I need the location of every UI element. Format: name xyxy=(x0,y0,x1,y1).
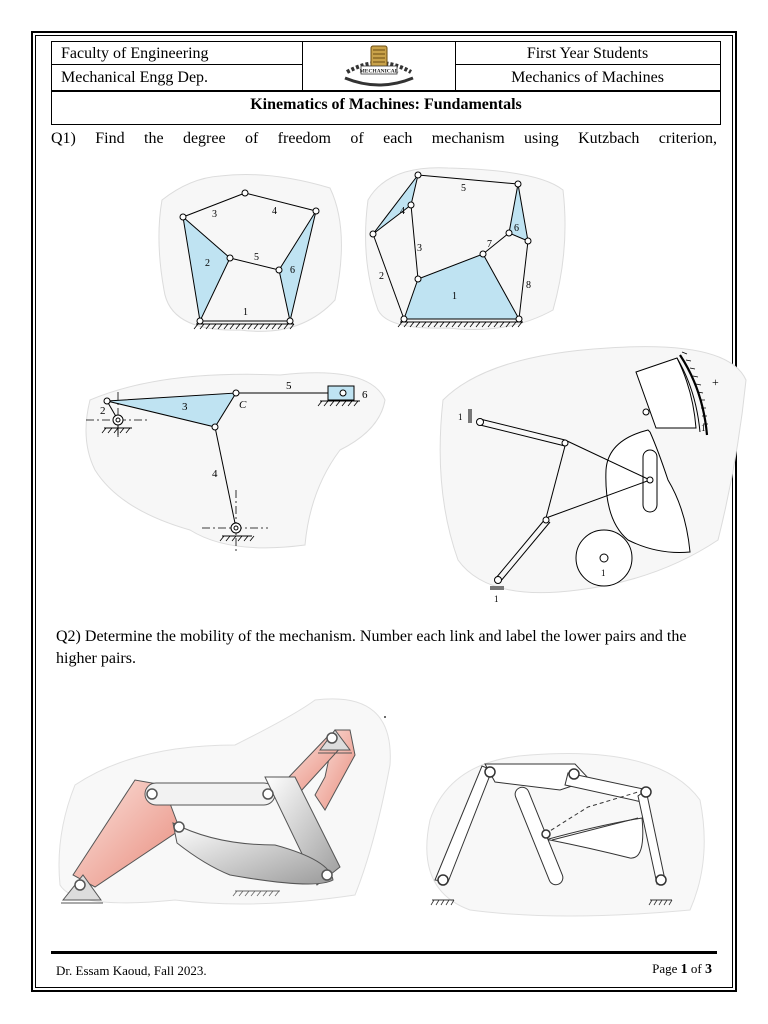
fig-c-label-5: 5 xyxy=(286,380,292,392)
fig-b-label-4: 4 xyxy=(400,206,405,217)
header-divider-title xyxy=(52,90,720,92)
figure-a-six-bar xyxy=(150,170,355,340)
fig-b-label-5: 5 xyxy=(461,183,466,194)
figure-f-slotted-linkage xyxy=(410,740,715,925)
page-current: 1 xyxy=(680,962,688,977)
fig-d-label-1a: 1 xyxy=(458,412,463,422)
page-of: of xyxy=(690,961,702,976)
page-title: Kinematics of Machines: Fundamentals xyxy=(250,96,522,113)
fig-d-label-plus: + xyxy=(712,375,719,389)
fig-b-label-8: 8 xyxy=(526,280,531,291)
faculty-logo xyxy=(337,44,421,88)
figure-c-slider-mechanism xyxy=(80,360,390,555)
fig-b-label-2: 2 xyxy=(379,271,384,282)
fig-b-label-7: 7 xyxy=(487,239,492,250)
fig-c-label-C: C xyxy=(239,399,247,411)
figure-d-cam-linkage xyxy=(428,340,748,610)
logo-emblem xyxy=(371,46,387,68)
footer-rule xyxy=(51,951,717,954)
fig-c-label-6: 6 xyxy=(362,389,368,401)
figure-e-shaded-linkage xyxy=(55,695,400,915)
logo-text: MECHANICAL xyxy=(359,68,399,75)
course-label: Mechanics of Machines xyxy=(511,69,664,86)
fig-a-label-4: 4 xyxy=(272,206,277,217)
stray-dot xyxy=(384,716,386,718)
figure-b-eight-bar xyxy=(358,160,573,340)
fig-a-label-2: 2 xyxy=(205,258,210,269)
question-2-text: Q2) Determine the mobility of the mechanism. Number each link and label the lower pairs and the higher pairs. xyxy=(56,628,687,667)
page-number xyxy=(600,961,712,978)
fig-d-label-1b: 1 xyxy=(701,423,706,433)
footer-author: Dr. Essam Kaoud, Fall 2023. xyxy=(56,963,207,978)
fig-c-label-4: 4 xyxy=(212,468,218,480)
faculty-label: Faculty of Engineering xyxy=(61,45,209,62)
audience-label: First Year Students xyxy=(526,45,649,62)
fig-a-label-1: 1 xyxy=(243,307,248,318)
page-total: 3 xyxy=(705,962,712,977)
question-1-text: Q1) Find the degree of freedom of each mechanism using Kutzbach criterion, xyxy=(51,130,717,147)
fig-d-label-1d: 1 xyxy=(494,594,499,604)
page-prefix: Page xyxy=(652,961,678,976)
fig-a-label-5: 5 xyxy=(254,252,259,263)
fig-d-label-1c: 1 xyxy=(601,568,606,578)
department-label: Mechanical Engg Dep. xyxy=(61,69,209,86)
fig-b-label-3: 3 xyxy=(417,243,422,254)
fig-a-label-3: 3 xyxy=(212,209,217,220)
header-vline-left xyxy=(302,42,303,90)
fig-c-label-3: 3 xyxy=(182,401,188,413)
fig-b-label-6: 6 xyxy=(514,223,519,234)
fig-c-label-2: 2 xyxy=(100,405,106,417)
fig-b-label-1: 1 xyxy=(452,291,457,302)
fig-a-label-6: 6 xyxy=(290,265,295,276)
header-table xyxy=(51,41,721,125)
